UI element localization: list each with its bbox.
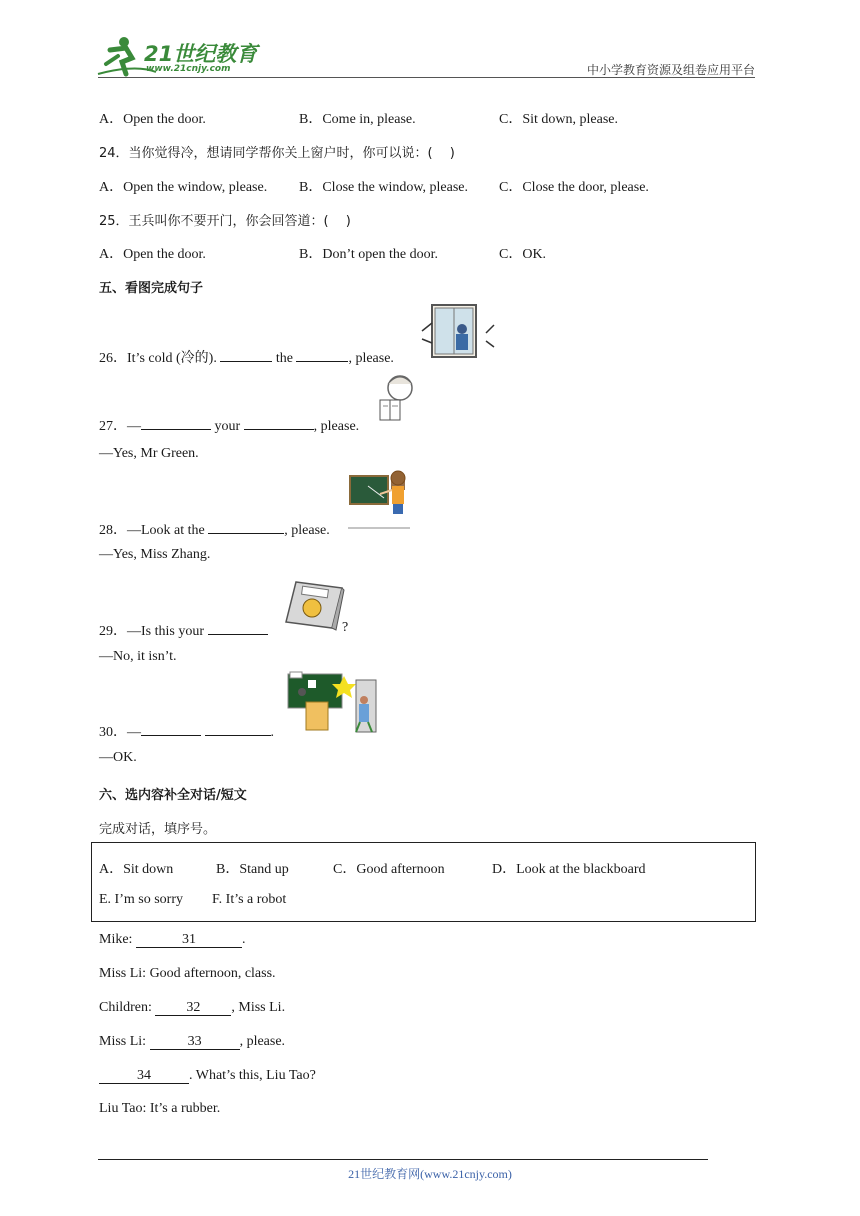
logo <box>96 34 256 78</box>
q26-blank-1 <box>220 361 272 362</box>
section6-instruction: 完成对话，填序号。 <box>99 822 217 837</box>
option-f: F. It’s a robot <box>212 892 287 907</box>
header-divider <box>98 77 755 78</box>
q27-blank-2 <box>244 429 314 430</box>
q30-prefix: 30．— <box>99 725 141 740</box>
logo-url: www.21cnjy.com <box>146 64 231 74</box>
q26-prefix: 26．It’s cold (冷的). <box>99 351 217 366</box>
option-c: C．Good afternoon <box>333 862 445 877</box>
classroom-door-icon <box>286 672 382 734</box>
q28-reply: —Yes, Miss Zhang. <box>99 547 211 562</box>
q29-blank <box>208 634 268 635</box>
dialogue-line-5 <box>99 1068 316 1084</box>
blank-32: 32 <box>155 1001 231 1016</box>
q25-option-a: A．Open the door. <box>99 247 206 262</box>
dialogue-line-3 <box>99 1000 285 1016</box>
section5-title: 五、看图完成句子 <box>99 281 204 296</box>
speaker-children: Children: <box>99 1000 156 1015</box>
dialogue-line-2: Miss Li: Good afternoon, class. <box>99 966 276 981</box>
q30-reply: —OK. <box>99 750 137 765</box>
q24-option-b: B．Close the window, please. <box>299 180 469 195</box>
q23-option-b: B．Come in, please. <box>299 112 416 127</box>
q24-option-c: C．Close the door, please. <box>499 180 649 195</box>
q28-blank <box>208 533 284 534</box>
q25-option-b: B．Don’t open the door. <box>299 247 438 262</box>
q27-reply: —Yes, Mr Green. <box>99 446 199 461</box>
option-b: B．Stand up <box>216 862 289 877</box>
q29-end: ? <box>342 620 349 635</box>
q27-end: , please. <box>313 419 360 434</box>
q29-reply: —No, it isn’t. <box>99 649 177 664</box>
line-1-end: . <box>241 932 246 947</box>
q28-end: , please. <box>284 523 330 538</box>
dialogue-line-6: Liu Tao: It’s a rubber. <box>99 1101 221 1116</box>
q25-stem: 25．王兵叫你不要开门，你会回答道：( ) <box>99 214 351 229</box>
q29-prefix: 29．—Is this your <box>99 624 204 639</box>
q25-option-c: C．OK. <box>499 247 547 262</box>
options-box <box>91 842 756 922</box>
line-4-end: , please. <box>239 1034 286 1049</box>
q30 <box>99 721 274 741</box>
footer-divider <box>98 1159 708 1160</box>
q27 <box>99 415 359 435</box>
teacher-blackboard-icon <box>348 468 414 532</box>
q28 <box>99 519 330 539</box>
option-d: D．Look at the blackboard <box>492 862 646 877</box>
girl-reading-icon <box>374 372 422 424</box>
dialogue-line-1 <box>99 932 245 948</box>
q30-blank-2 <box>205 735 271 736</box>
q27-mid: your <box>214 419 241 434</box>
book-icon <box>284 578 346 632</box>
window-person-icon <box>420 303 496 361</box>
logo-text: 21世纪教育 <box>144 42 258 66</box>
q30-end: . <box>270 725 274 740</box>
q29 <box>99 620 268 640</box>
blank-33: 33 <box>150 1035 240 1050</box>
option-e: E. I’m so sorry <box>99 892 183 907</box>
q24-option-a: A．Open the window, please. <box>99 180 268 195</box>
line-3-end: , Miss Li. <box>231 1000 286 1015</box>
q24-stem: 24．当你觉得冷，想请同学帮你关上窗户时，你可以说：( ) <box>99 146 455 161</box>
q28-prefix: 28．—Look at the <box>99 523 205 538</box>
blank-34: 34 <box>99 1069 189 1084</box>
line-5-end: . What’s this, Liu Tao? <box>189 1068 316 1083</box>
speaker-mike: Mike: <box>99 932 136 947</box>
q23-option-c: C．Sit down, please. <box>499 112 618 127</box>
q27-blank-1 <box>141 429 211 430</box>
q27-prefix: 27．— <box>99 419 141 434</box>
q26-mid: the <box>275 351 293 366</box>
platform-title: 中小学教育资源及组卷应用平台 <box>586 63 755 77</box>
q26-blank-2 <box>296 361 348 362</box>
q26-end: , please. <box>348 351 394 366</box>
q26 <box>99 347 394 367</box>
q23-option-a: A．Open the door. <box>99 112 206 127</box>
speaker-miss-li: Miss Li: <box>99 1034 150 1049</box>
section6-title: 六、选内容补全对话/短文 <box>99 788 247 803</box>
q30-blank-1 <box>141 735 201 736</box>
footer-text: 21世纪教育网(www.21cnjy.com) <box>348 1167 512 1181</box>
blank-31: 31 <box>136 933 242 948</box>
dialogue-line-4 <box>99 1034 285 1050</box>
option-a: A．Sit down <box>99 862 174 877</box>
